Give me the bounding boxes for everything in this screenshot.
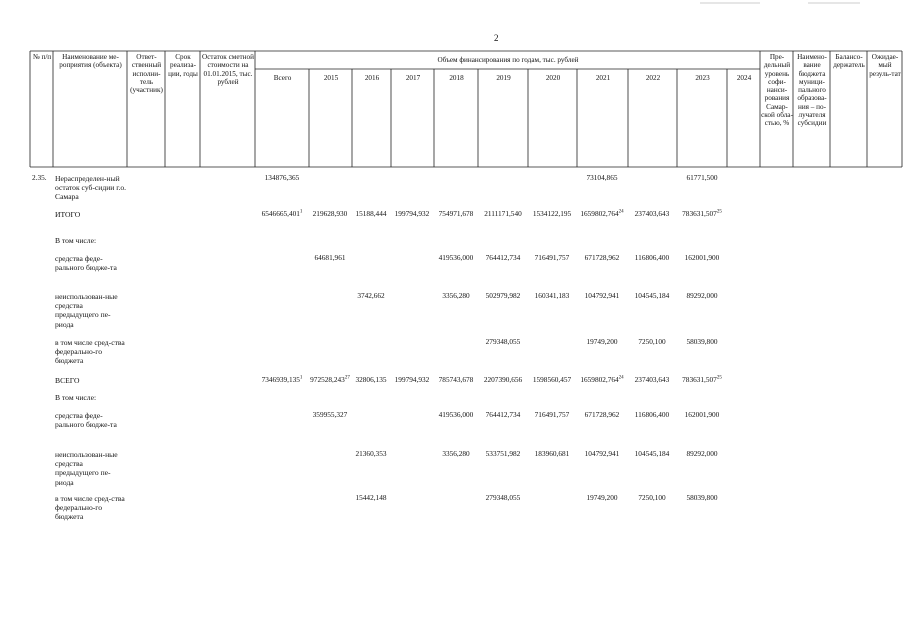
cell-value: 6546665,401 [261,209,300,218]
cell-y2023 [668,254,736,263]
cell-value: 58039,800 [686,337,718,346]
row-name: В том числе: [55,393,97,402]
cell-value: 279348,055 [485,493,521,502]
footnote-mark: 24 [618,375,624,381]
cell-y2023 [668,494,736,503]
row-name: ИТОГО [55,210,81,219]
cell-value: 279348,055 [485,337,521,346]
header-period: Срок реализа-ции, годы [168,53,198,78]
cell-value: 1534122,195 [532,209,572,218]
cell-value: 754971,678 [438,209,474,218]
header-budget-name: Наимено-вание бюджета муници-пального образова-ния – по-лучателя субсидии [797,53,827,128]
row-number: 2.35. [32,173,47,182]
cell-value: 104792,941 [584,449,620,458]
cell-value: 21360,353 [355,449,387,458]
footnote-mark: 25 [716,375,722,381]
page-number: 2 [494,33,499,43]
header-year: 2022 [645,74,661,82]
cell-value: 58039,800 [686,493,718,502]
header-holder: Балансо-держатель [833,53,865,70]
header-responsible: Ответ-ственный исполни-тель (участник) [130,53,163,95]
row-name: средства феде-рального бюдже-та [55,254,117,273]
cell-value: 19749,200 [586,337,618,346]
cell-value: 15442,148 [355,493,387,502]
footnote-mark: 27 [344,375,350,381]
header-year: 2015 [323,74,339,82]
header-volume-title: Объем финансирования по годам, тыс. рублей [437,56,579,64]
footnote-mark: 24 [618,209,624,215]
cell-value: 7250,100 [638,493,666,502]
cell-value: 783631,507 [682,375,717,384]
header-total: Всего [273,74,292,82]
cell-value: 359955,327 [312,410,348,419]
cell-value: 162001,900 [684,253,720,262]
cell-value: 61771,500 [686,173,718,182]
cell-value: 2111171,540 [484,209,522,218]
header-year: 2024 [736,74,752,82]
cell-value: 183960,681 [534,449,570,458]
cell-value: 134876,365 [264,173,300,182]
cell-value: 3356,280 [442,291,470,300]
cell-y2016 [337,494,405,503]
cell-value: 89292,000 [686,449,718,458]
header-num: № п/п [32,53,52,61]
cell-value: 7346939,135 [261,375,300,384]
cell-value: 2207390,656 [483,375,523,384]
header-year: 2021 [595,74,611,82]
cell-value: 1659802,764 [580,209,619,218]
row-name: средства феде-рального бюдже-та [55,411,117,430]
cell-value: 1598560,457 [532,375,572,384]
cell-y2019 [469,494,537,503]
row-name: ВСЕГО [55,376,80,385]
cell-value: 419536,000 [438,410,474,419]
cell-value: 764412,734 [485,410,521,419]
cell-value: 32806,135 [355,375,387,384]
row-name: Нераспределен-ный остаток суб-сидии г.о. Самара [55,174,127,202]
cell-y2023 [668,376,736,385]
cell-value: 19749,200 [586,493,618,502]
footnote-mark: 1 [299,209,303,215]
footnote-mark: 1 [299,375,303,381]
header-year: 2017 [405,74,421,82]
cell-y2015 [296,254,364,263]
header-result: Ожидае-мый резуль-тат [869,53,901,78]
cell-value: 64681,961 [314,253,346,262]
header-name: Наименование ме-роприятия (объекта) [59,53,122,70]
header-year: 2018 [449,74,464,82]
cell-value: 116806,400 [634,253,670,262]
cell-value: 15188,444 [355,209,387,218]
cell-value: 671728,962 [584,410,620,419]
header-year: 2016 [364,74,380,82]
cell-value: 160341,183 [534,291,570,300]
cell-value: 3742,662 [357,291,385,300]
cell-y2023 [668,174,736,183]
cell-y2021 [568,174,636,183]
row-name: в том числе сред-ства федерально-го бюджета [55,338,125,366]
cell-y2023 [668,411,736,420]
header-limit: Пре-дельный уровень софи-нанси-рования Самар-ской обла-стью, % [761,53,793,128]
cell-value: 783631,507 [682,209,717,218]
cell-y2023 [668,450,736,459]
cell-y2016 [337,292,405,301]
cell-value: 502979,982 [485,291,521,300]
cell-value: 104792,941 [584,291,620,300]
cell-value: 162001,900 [684,410,720,419]
cell-value: 764412,734 [485,253,521,262]
cell-value: 199794,932 [394,375,430,384]
header-year: 2019 [496,74,511,82]
cell-y2023 [668,338,736,347]
header-year: 2020 [545,74,561,82]
cell-value: 73104,865 [586,173,618,182]
cell-value: 89292,000 [686,291,718,300]
row-name: неиспользован-ные средства предыдущего пе-риода [55,292,118,329]
cell-value: 785743,678 [438,375,474,384]
cell-value: 237403,643 [634,375,670,384]
row-name: В том числе: [55,236,97,245]
cell-value: 104545,184 [634,291,670,300]
cell-value: 3356,280 [442,449,470,458]
cell-y2023 [668,292,736,301]
cell-value: 533751,982 [485,449,521,458]
cell-y2023 [668,210,736,219]
cell-value: 237403,643 [634,209,670,218]
cell-value: 199794,932 [394,209,430,218]
header-remainder: Остаток сметной стоимости на 01.01.2015, тыс. рублей [202,53,254,86]
footnote-mark: 25 [716,209,722,215]
cell-y2016 [337,450,405,459]
header-year: 2023 [695,74,710,82]
cell-value: 716491,757 [534,253,570,262]
cell-value: 716491,757 [534,410,570,419]
row-name: неиспользован-ные средства предыдущего пе-риода [55,450,118,487]
row-name: в том числе сред-ства федерально-го бюджета [55,494,125,522]
cell-value: 1659802,764 [580,375,619,384]
cell-value: 104545,184 [634,449,670,458]
cell-value: 219628,930 [312,209,348,218]
cell-y2015 [296,411,364,420]
cell-value: 671728,962 [584,253,620,262]
cell-value: 7250,100 [638,337,666,346]
cell-value: 972528,243 [310,375,345,384]
cell-y2019 [469,338,537,347]
cell-total [248,174,316,183]
cell-value: 116806,400 [634,410,670,419]
cell-value: 419536,000 [438,253,474,262]
